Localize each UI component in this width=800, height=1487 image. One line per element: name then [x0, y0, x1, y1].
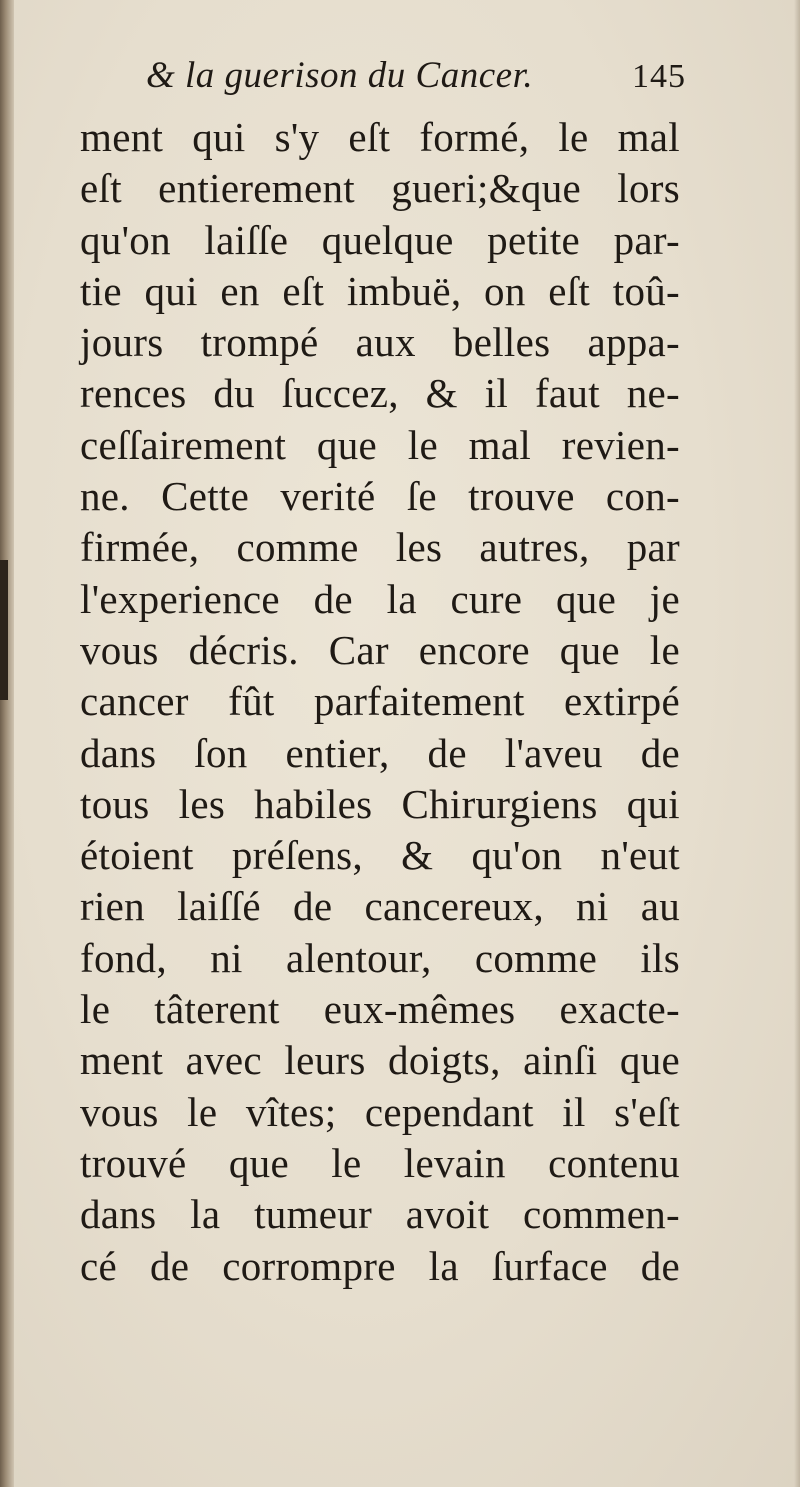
text-line: l'experience de la cure que je	[80, 575, 680, 622]
running-head-title: & la guerison du Cancer.	[146, 55, 534, 96]
page-edge	[794, 0, 800, 1487]
text-line: vous le vîtes; cependant il s'eſt	[80, 1088, 680, 1135]
text-line: trouvé que le levain contenu	[80, 1139, 680, 1186]
text-line: cancer fût parfaitement extirpé	[80, 678, 680, 725]
text-line: le tâterent eux-mêmes exacte-	[80, 986, 680, 1033]
text-line: firmée, comme les autres, par	[80, 524, 680, 571]
binding-shadow	[0, 560, 8, 700]
text-line: dans ſon entier, de l'aveu de	[80, 729, 680, 776]
text-line: fond, ni alentour, comme ils	[80, 934, 680, 981]
text-line: ceſſairement que le mal revien-	[80, 421, 680, 468]
text-line: dans la tumeur avoit commen-	[80, 1191, 680, 1238]
text-line: jours trompé aux belles appa-	[80, 319, 680, 366]
text-line: rien laiſſé de cancereux, ni au	[80, 883, 680, 930]
binding-edge	[0, 0, 14, 1487]
text-line: tie qui en eſt imbuë, on eſt toû-	[80, 267, 680, 314]
text-line: tous les habiles Chirurgiens qui	[80, 780, 680, 827]
text-line: cé de corrompre la ſurface de	[80, 1242, 680, 1289]
text-line: ment avec leurs doigts, ainſi que	[80, 1037, 680, 1084]
page-number: 145	[632, 58, 686, 95]
running-head	[146, 54, 686, 104]
text-line: ne. Cette verité ſe trouve con-	[80, 473, 680, 520]
text-line: vous décris. Car encore que le	[80, 626, 680, 673]
text-line: qu'on laiſſe quelque petite par-	[80, 216, 680, 263]
body-text	[80, 112, 680, 1292]
text-line: étoient préſens, & qu'on n'eut	[80, 832, 680, 879]
text-line: rences du ſuccez, & il faut ne-	[80, 370, 680, 417]
text-line: ment qui s'y eſt formé, le mal	[80, 114, 680, 160]
text-line: eſt entierement gueri;&que lors	[80, 165, 680, 212]
